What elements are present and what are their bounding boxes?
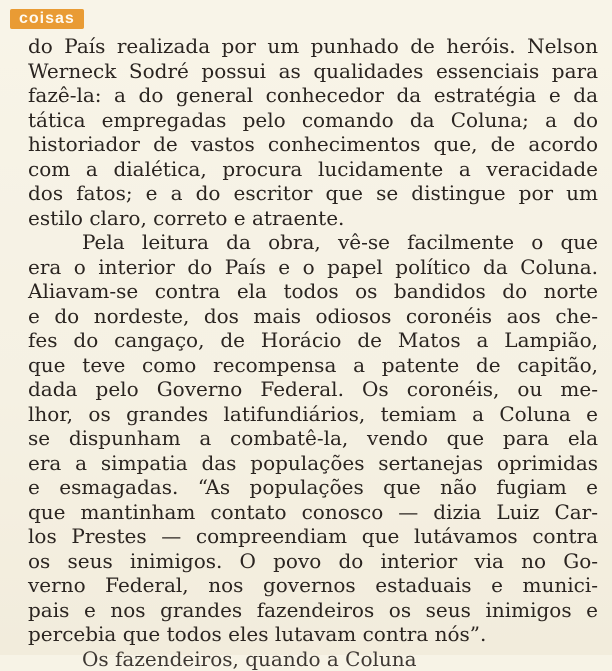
text-line: fazê-la: a do general conhecedor da estratégia e da xyxy=(28,83,598,108)
text-line: tática empregadas pelo comando da Coluna; a do xyxy=(28,108,598,133)
text-line-cut-off: Os fazendeiros, quando a Coluna xyxy=(28,647,598,671)
article-body xyxy=(28,34,598,671)
text-line: pais e nos grandes fazendeiros os seus inimigos e xyxy=(28,598,598,623)
text-line: los Prestes — compreendiam que lutávamos contra xyxy=(28,524,598,549)
text-line: se dispunham a combatê-la, vendo que para ela xyxy=(28,426,598,451)
text-line: era o interior do País e o papel político da Coluna. xyxy=(28,255,598,280)
text-line: do País realizada por um punhado de heróis. Nelson xyxy=(28,34,598,59)
text-line: estilo claro, correto e atraente. xyxy=(28,206,598,231)
text-line: os seus inimigos. O povo do interior via no Go- xyxy=(28,549,598,574)
text-line: que mantinham contato conosco — dizia Luiz Car- xyxy=(28,500,598,525)
text-line: dada pelo Governo Federal. Os coronéis, ou me- xyxy=(28,377,598,402)
text-line: que teve como recompensa a patente de capitão, xyxy=(28,353,598,378)
text-line: Pela leitura da obra, vê-se facilmente o que xyxy=(28,230,598,255)
text-line: historiador de vastos conhecimentos que, de acordo xyxy=(28,132,598,157)
text-line: Aliavam-se contra ela todos os bandidos do norte xyxy=(28,279,598,304)
text-line: e esmagadas. “As populações que não fugiam e xyxy=(28,475,598,500)
text-line: e do nordeste, dos mais odiosos coronéis aos che- xyxy=(28,304,598,329)
text-line: dos fatos; e a do escritor que se distingue por um xyxy=(28,181,598,206)
text-line: com a dialética, procura lucidamente a veracidade xyxy=(28,157,598,182)
text-line: fes do cangaço, de Horácio de Matos a Lampião, xyxy=(28,328,598,353)
text-line: verno Federal, nos governos estaduais e munici- xyxy=(28,573,598,598)
text-line: era a simpatia das populações sertanejas oprimidas xyxy=(28,451,598,476)
text-line: lhor, os grandes latifundiários, temiam a Coluna e xyxy=(28,402,598,427)
text-line: percebia que todos eles lutavam contra nós”. xyxy=(28,622,598,647)
text-line: Werneck Sodré possui as qualidades essenciais para xyxy=(28,59,598,84)
section-badge: coisas xyxy=(10,9,84,29)
